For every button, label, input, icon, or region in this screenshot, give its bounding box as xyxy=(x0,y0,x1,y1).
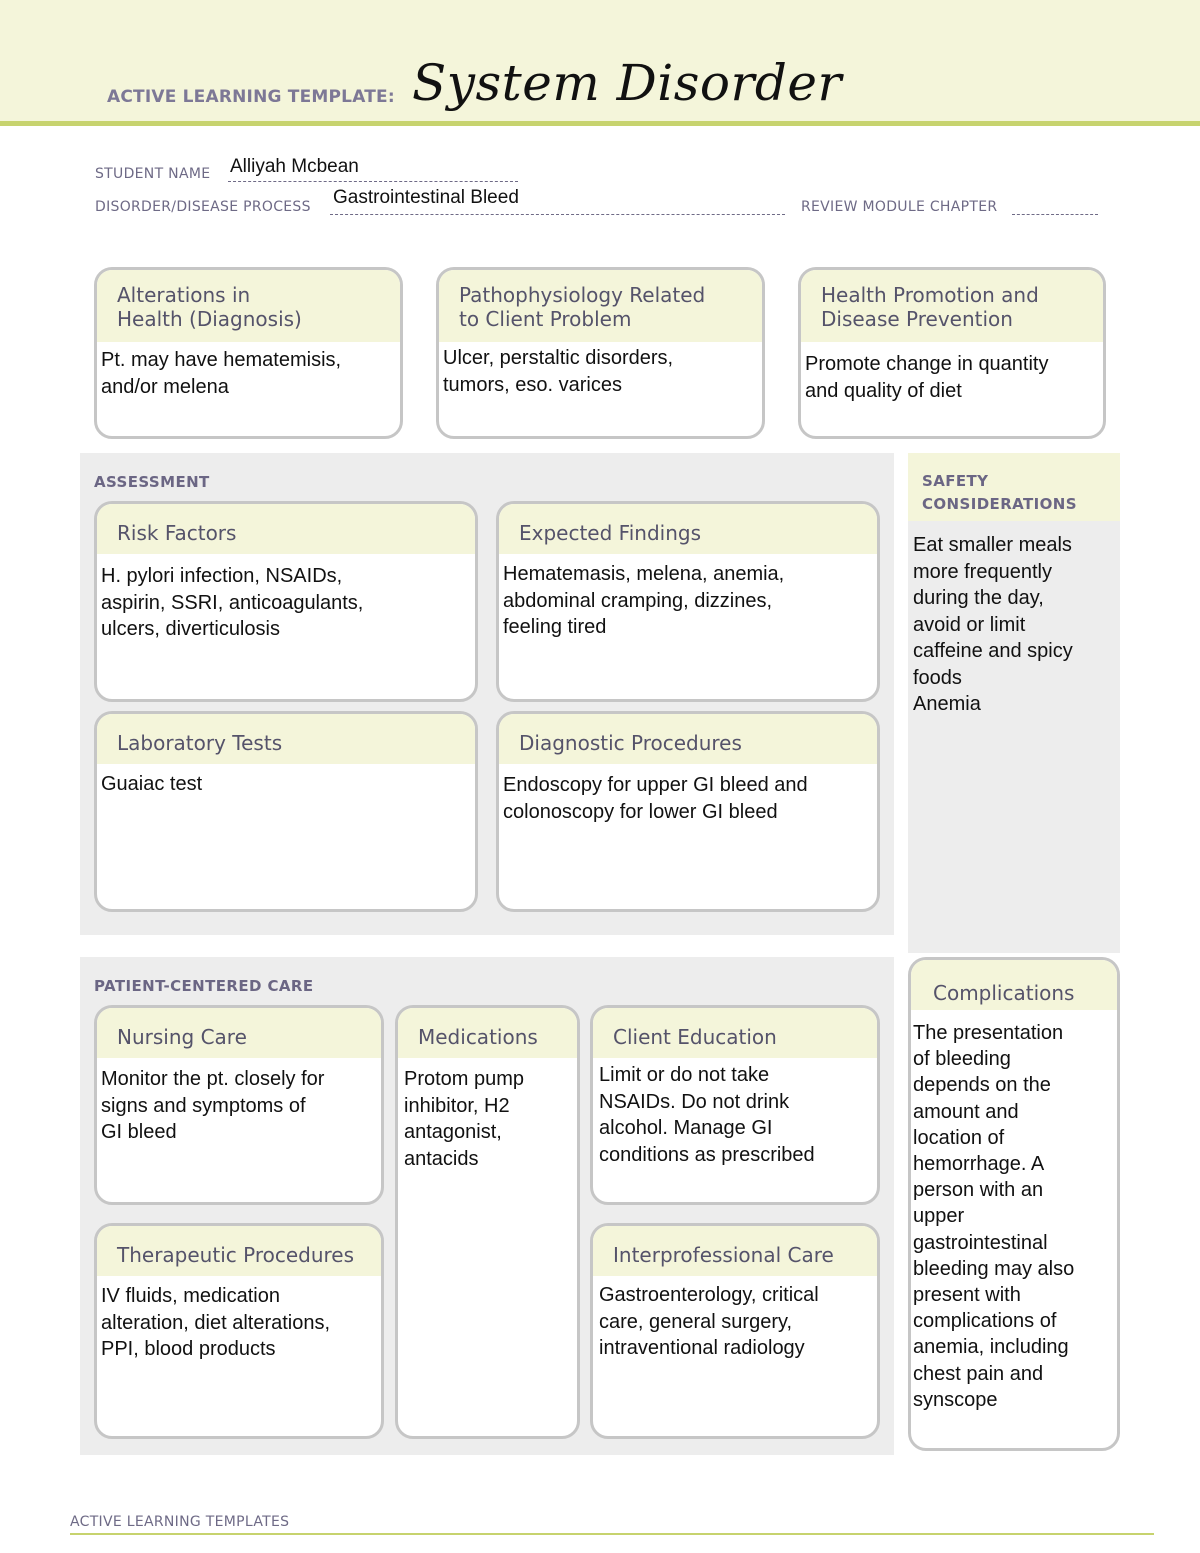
review-module-line xyxy=(1012,214,1098,215)
pathophysiology-card xyxy=(436,267,765,439)
expected-findings-title: Expected Findings xyxy=(519,521,701,545)
health-promotion-card xyxy=(798,267,1106,439)
client-education-body[interactable]: Limit or do not take NSAIDs. Do not drink alcohol. Manage GI conditions as prescribed xyxy=(599,1064,815,1166)
nursing-care-title: Nursing Care xyxy=(117,1025,247,1049)
pathophysiology-title: Pathophysiology Related to Client Problem xyxy=(459,283,706,331)
diagnostic-procedures-body[interactable]: Endoscopy for upper GI bleed and colonoscopy for lower GI bleed xyxy=(503,774,808,823)
laboratory-tests-title: Laboratory Tests xyxy=(117,731,283,755)
template-title: System Disorder xyxy=(412,54,842,112)
risk-factors-body[interactable]: H. pylori infection, NSAIDs, aspirin, SSRI, anticoagulants, ulcers, diverticulosis xyxy=(101,565,364,640)
expected-findings-card xyxy=(496,501,880,702)
diagnostic-procedures-title: Diagnostic Procedures xyxy=(519,731,742,755)
nursing-care-body[interactable]: Monitor the pt. closely for signs and symptoms of GI bleed xyxy=(101,1068,325,1143)
complications-body[interactable]: The presentation of bleeding depends on the amount and location of hemorrhage. A person with an upper gastrointestinal bleeding may also present with complications of anemia, including chest pain and synscope xyxy=(913,1022,1075,1411)
footer-label: ACTIVE LEARNING TEMPLATES xyxy=(70,1514,290,1530)
safety-label: SAFETY CONSIDERATIONS xyxy=(922,472,1077,513)
template-prefix: ACTIVE LEARNING TEMPLATE: xyxy=(107,87,395,107)
complications-title: Complications xyxy=(933,981,1075,1005)
patient-centered-care-label: PATIENT-CENTERED CARE xyxy=(94,977,314,995)
risk-factors-title: Risk Factors xyxy=(117,521,237,545)
interprofessional-care-title: Interprofessional Care xyxy=(613,1243,834,1267)
nursing-care-card xyxy=(94,1005,384,1205)
interprofessional-care-body[interactable]: Gastroenterology, critical care, general surgery, intraventional radiology xyxy=(599,1284,819,1359)
student-name-label: STUDENT NAME xyxy=(95,166,211,182)
therapeutic-procedures-card xyxy=(94,1223,384,1439)
assessment-label: ASSESSMENT xyxy=(94,473,210,491)
disorder-value[interactable]: Gastrointestinal Bleed xyxy=(333,187,519,208)
medications-card xyxy=(395,1005,580,1439)
health-promotion-body[interactable]: Promote change in quantity and quality of diet xyxy=(805,353,1049,402)
laboratory-tests-card xyxy=(94,711,478,912)
review-module-label: REVIEW MODULE CHAPTER xyxy=(801,199,998,215)
medications-title: Medications xyxy=(418,1025,538,1049)
diagnostic-procedures-card xyxy=(496,711,880,912)
disorder-label: DISORDER/DISEASE PROCESS xyxy=(95,199,311,215)
header-divider xyxy=(0,121,1200,126)
client-education-card xyxy=(590,1005,880,1205)
risk-factors-card xyxy=(94,501,478,702)
client-education-title: Client Education xyxy=(613,1025,777,1049)
health-promotion-title: Health Promotion and Disease Prevention xyxy=(821,283,1039,331)
alterations-body[interactable]: Pt. may have hematemisis, and/or melena xyxy=(101,349,342,398)
alterations-title: Alterations in Health (Diagnosis) xyxy=(117,283,302,331)
laboratory-tests-body[interactable]: Guaiac test xyxy=(101,773,203,795)
medications-body[interactable]: Protom pump inhibitor, H2 antagonist, antacids xyxy=(404,1068,525,1170)
student-name-value[interactable]: Alliyah Mcbean xyxy=(230,156,359,177)
safety-panel xyxy=(908,453,1120,953)
interprofessional-care-card xyxy=(590,1223,880,1439)
pathophysiology-body[interactable]: Ulcer, perstaltic disorders, tumors, eso. varices xyxy=(443,347,674,396)
student-name-line xyxy=(228,181,518,182)
expected-findings-body[interactable]: Hematemasis, melena, anemia, abdominal cramping, dizzines, feeling tired xyxy=(503,563,785,638)
therapeutic-procedures-title: Therapeutic Procedures xyxy=(117,1243,355,1267)
disorder-line xyxy=(330,214,785,215)
complications-card xyxy=(908,957,1120,1451)
alterations-card xyxy=(94,267,403,439)
safety-body[interactable]: Eat smaller meals more frequently during the day, avoid or limit caffeine and spicy foods Anemia xyxy=(913,534,1073,715)
therapeutic-procedures-body[interactable]: IV fluids, medication alteration, diet alterations, PPI, blood products xyxy=(101,1285,331,1360)
footer-divider xyxy=(70,1533,1154,1535)
